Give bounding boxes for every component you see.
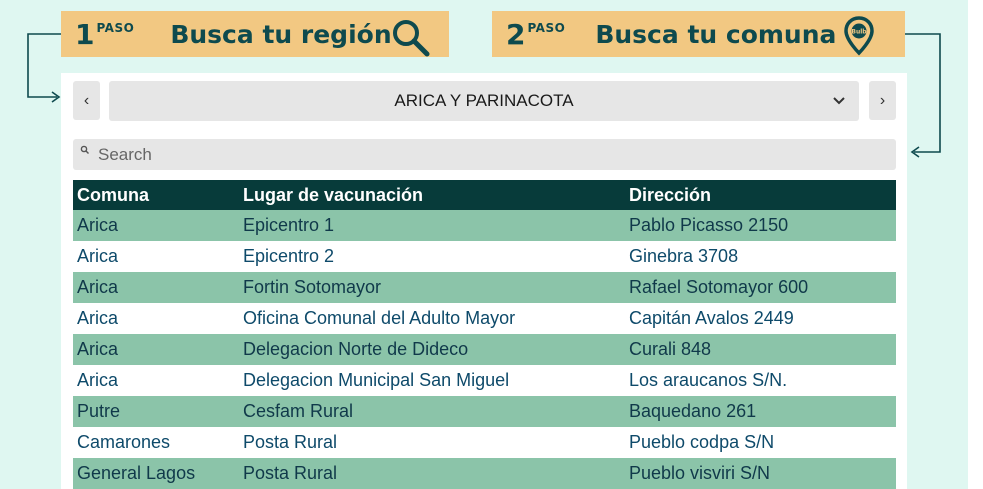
- step-1-number: 1: [75, 17, 95, 51]
- cell-comuna: Putre: [77, 401, 121, 421]
- cell-comuna: Camarones: [77, 432, 171, 452]
- pin-badge-text: Bulb: [851, 28, 867, 36]
- previous-region-button[interactable]: [73, 81, 100, 120]
- cell-lugar: Posta Rural: [243, 432, 338, 452]
- table-row: [73, 272, 896, 303]
- cell-lugar: Posta Rural: [243, 463, 338, 483]
- table-row: [73, 210, 896, 241]
- chevron-right-icon: ›: [879, 91, 886, 109]
- chevron-down-icon: [831, 93, 847, 109]
- cell-lugar: Epicentro 2: [243, 246, 335, 266]
- cell-comuna: Arica: [77, 277, 119, 297]
- header-direccion[interactable]: Dirección: [629, 184, 712, 205]
- cell-comuna: Arica: [77, 308, 119, 328]
- table-row: [73, 458, 896, 489]
- table-row: [73, 241, 896, 272]
- table-row: [73, 303, 896, 334]
- step-2-number: 2: [506, 17, 526, 51]
- cell-lugar: Cesfam Rural: [243, 401, 354, 421]
- cell-comuna: General Lagos: [77, 463, 196, 483]
- search-icon: [80, 145, 90, 155]
- next-region-button[interactable]: [869, 81, 896, 120]
- step-1-title: Busca tu región: [170, 19, 392, 49]
- cell-lugar: Fortin Sotomayor: [243, 277, 382, 297]
- step-2-title: Busca tu comuna: [595, 19, 837, 49]
- cell-comuna: Arica: [77, 339, 119, 359]
- header-comuna[interactable]: Comuna: [77, 184, 149, 205]
- cell-comuna: Arica: [77, 215, 119, 235]
- cell-direccion: Los araucanos S/N.: [629, 370, 788, 390]
- cell-lugar: Delegacion Norte de Dideco: [243, 339, 469, 359]
- cell-direccion: Pueblo codpa S/N: [629, 432, 775, 452]
- table-row: [73, 427, 896, 458]
- vaccination-table: [73, 180, 896, 489]
- cell-direccion: Baquedano 261: [629, 401, 757, 421]
- region-select[interactable]: [109, 81, 859, 121]
- cell-comuna: Arica: [77, 370, 119, 390]
- map-pin-icon: [844, 16, 874, 56]
- cell-direccion: Ginebra 3708: [629, 246, 739, 266]
- table-header: [73, 180, 896, 210]
- cell-lugar: Delegacion Municipal San Miguel: [243, 370, 510, 390]
- table-row: [73, 334, 896, 365]
- cell-direccion: Pueblo visviri S/N: [629, 463, 771, 483]
- chevron-left-icon: ‹: [83, 91, 90, 109]
- search-input[interactable]: [96, 140, 880, 170]
- cell-comuna: Arica: [77, 246, 119, 266]
- cell-lugar: Oficina Comunal del Adulto Mayor: [243, 308, 516, 328]
- cell-direccion: Pablo Picasso 2150: [629, 215, 789, 235]
- cell-direccion: Curali 848: [629, 339, 712, 359]
- table-row: [73, 396, 896, 427]
- step-2-paso: PASO: [527, 21, 566, 35]
- header-lugar[interactable]: Lugar de vacunación: [243, 184, 424, 205]
- step-1-paso: PASO: [96, 21, 135, 35]
- search-box: [73, 139, 896, 170]
- cell-direccion: Rafael Sotomayor 600: [629, 277, 809, 297]
- region-select-value: ARICA Y PARINACOTA: [394, 91, 574, 110]
- search-icon: [391, 18, 433, 58]
- step-1-banner: [61, 11, 449, 57]
- cell-direccion: Capitán Avalos 2449: [629, 308, 794, 328]
- table-row: [73, 365, 896, 396]
- step-2-banner: [492, 11, 905, 57]
- cell-lugar: Epicentro 1: [243, 215, 335, 235]
